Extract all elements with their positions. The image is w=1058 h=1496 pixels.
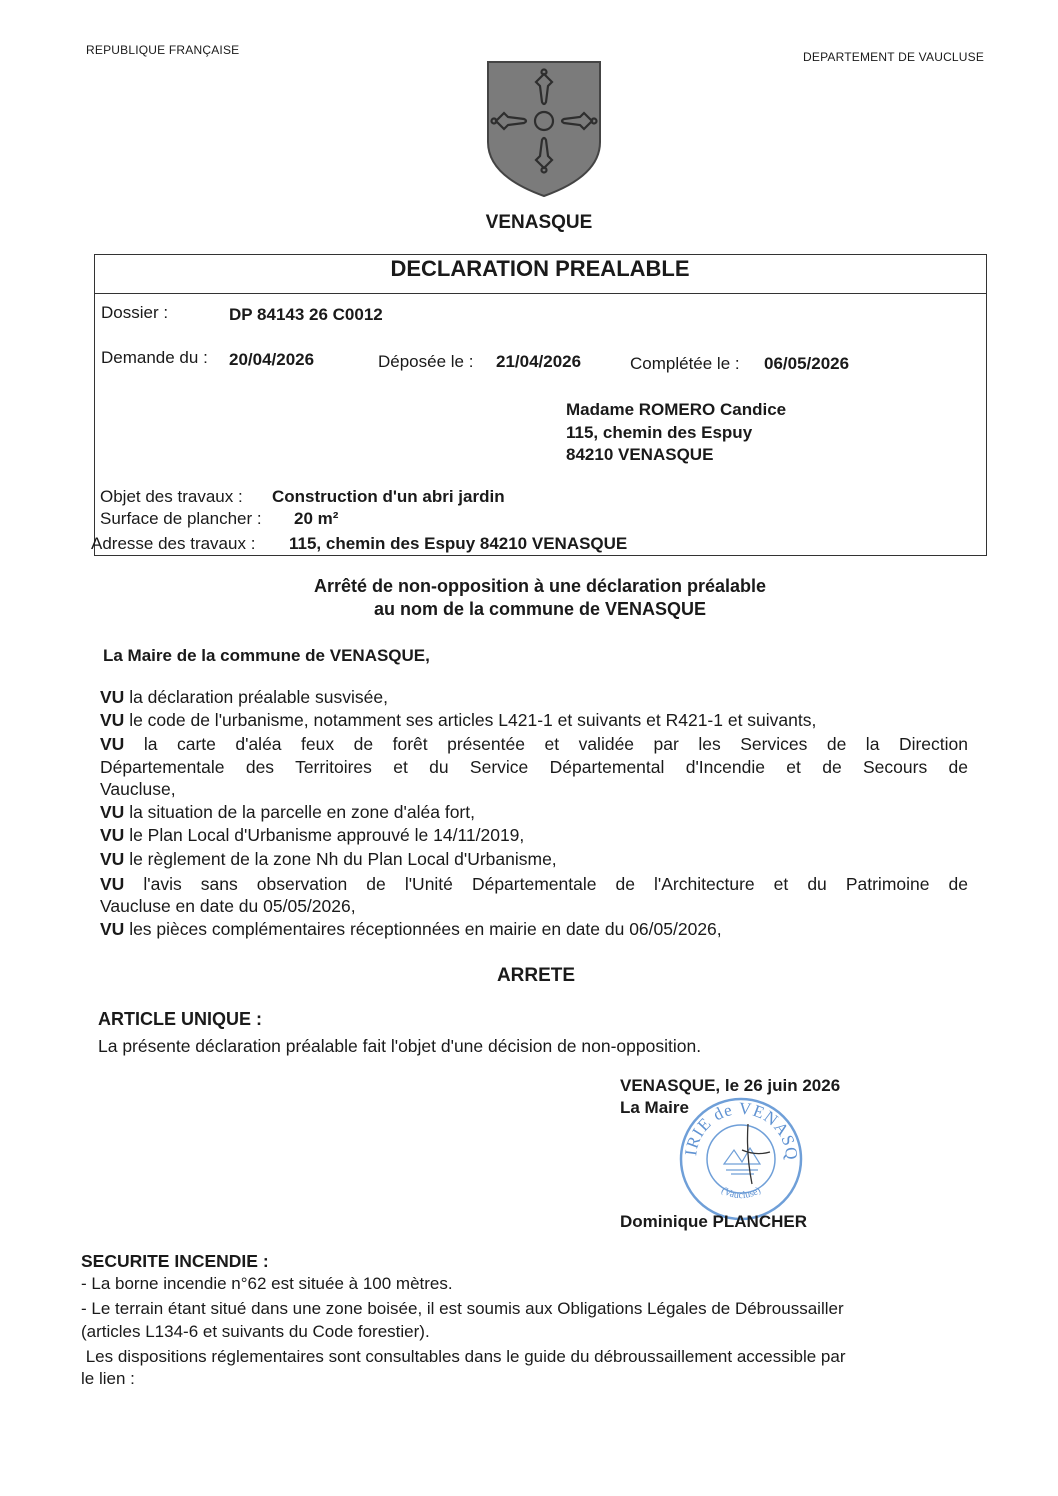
mairie-stamp [676,1094,806,1224]
securite-line-3a: Les dispositions réglementaires sont consultables dans le guide du débroussaillement accessible par [81,1347,846,1366]
securite-line-2b: (articles L134-6 et suivants du Code forestier). [81,1322,430,1341]
commune-title: VENASQUE [485,212,593,233]
signature-place-date: VENASQUE, le 26 juin 2026 [620,1076,841,1095]
arrete-title-line1: Arrêté de non-opposition à une déclaration préalable [313,576,767,596]
vu-item-3-line2: Départementale des Territoires et du Service Départemental d'Incendie et de Secours de [100,757,968,777]
stamp-bottom-text: (Vaucluse) [719,1185,763,1202]
securite-heading: SECURITE INCENDIE : [81,1251,269,1271]
header-republique: REPUBLIQUE FRANÇAISE [86,43,240,57]
applicant-name: Madame ROMERO Candice [566,400,787,419]
adresse-value: 115, chemin des Espuy 84210 VENASQUE [289,534,628,553]
article-heading: ARTICLE UNIQUE : [98,1009,262,1029]
vu-item-8: VU les pièces complémentaires réceptionnées en mairie en date du 06/05/2026, [100,919,722,939]
declaration-title: DECLARATION PREALABLE [390,256,690,281]
deposee-date: 21/04/2026 [496,352,582,371]
dossier-number: DP 84143 26 C0012 [229,305,383,324]
objet-label: Objet des travaux : [100,487,243,506]
vu-item-4: VU la situation de la parcelle en zone d'aléa fort, [100,802,475,822]
vu-item-7-line1: VU l'avis sans observation de l'Unité Départementale de l'Architecture et du Patrimoine de [100,874,968,894]
arrete-title-line2: au nom de la commune de VENASQUE [373,599,707,619]
securite-line-2a: - Le terrain étant situé dans une zone boisée, il est soumis aux Obligations Légales de Débroussailler [81,1299,844,1318]
dossier-label: Dossier : [101,303,169,322]
vu-item-6: VU le règlement de la zone Nh du Plan Local d'Urbanisme, [100,849,557,869]
demande-date: 20/04/2026 [229,350,315,369]
box-separator [95,293,986,294]
surface-value: 20 m² [294,509,339,528]
completee-label: Complétée le : [630,354,740,373]
header-departement: DEPARTEMENT DE VAUCLUSE [803,50,985,64]
completee-date: 06/05/2026 [764,354,850,373]
maire-intro: La Maire de la commune de VENASQUE, [103,646,430,665]
surface-label: Surface de plancher : [100,509,262,528]
vu-item-3-line3: Vaucluse, [100,779,176,799]
adresse-label: Adresse des travaux : [91,534,256,553]
vu-item-3-line1: VU la carte d'aléa feux de forêt présentée et validée par les Services de la Direction [100,734,968,754]
vu-item-5: VU le Plan Local d'Urbanisme approuvé le 14/11/2019, [100,825,525,845]
vu-item-1: VU la déclaration préalable susvisée, [100,687,388,707]
applicant-street: 115, chemin des Espuy [566,423,753,442]
securite-line-3b: le lien : [81,1369,135,1388]
vu-item-2: VU le code de l'urbanisme, notamment ses articles L421-1 et suivants et R421-1 et suivants, [100,710,817,730]
signature-role: La Maire [620,1098,689,1117]
deposee-label: Déposée le : [378,352,474,371]
article-text: La présente déclaration préalable fait l'objet d'une décision de non-opposition. [98,1036,702,1056]
applicant-city: 84210 VENASQUE [566,445,714,464]
stamp-text: IRIE de VENASQ [681,1098,802,1162]
securite-line-1: - La borne incendie n°62 est située à 100 mètres. [81,1274,453,1293]
demande-label: Demande du : [101,348,208,367]
coat-of-arms-emblem [486,60,602,198]
svg-text:(Vaucluse) [719,1185,763,1201]
signature-name: Dominique PLANCHER [620,1212,807,1231]
arrete-heading: ARRETE [496,965,576,986]
svg-text:MAIRIE de VENASQUE [676,1094,801,1161]
vu-item-7-line2: Vaucluse en date du 05/05/2026, [100,896,356,916]
objet-value: Construction d'un abri jardin [272,487,505,506]
